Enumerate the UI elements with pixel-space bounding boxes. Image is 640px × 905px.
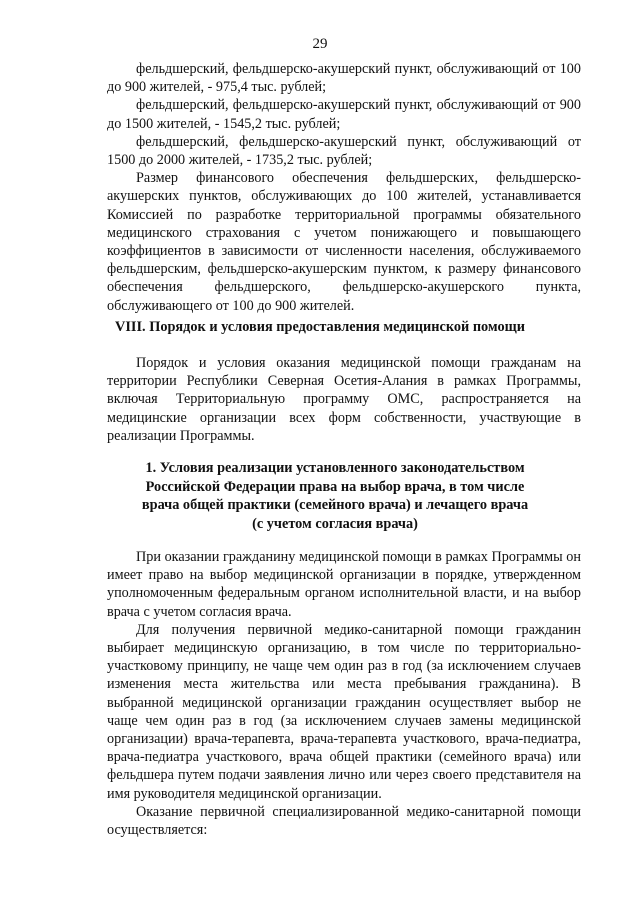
page-number: 29: [312, 36, 328, 52]
paragraph: Оказание первичной специализированной медико-санитарной помощи осуществляется:: [107, 803, 581, 839]
subsection-heading-line: 1. Условия реализации установленного законодательством: [145, 460, 525, 476]
paragraph: фельдшерский, фельдшерско-акушерский пункт, обслуживающий от 900 до 1500 жителей, - 1545,2 тыс. рублей;: [107, 97, 581, 132]
subsection-heading-line: врача общей практики (семейного врача) и лечащего врача: [141, 497, 529, 513]
subsection-heading: [120, 459, 550, 533]
paragraph: Для получения первичной медико-санитарной помощи гражданин выбирает медицинскую организацию, в том числе по территориально-участковому принципу, не чаще чем один раз в год (за исключением случаев изменения места жительства или места пребывания гражданина). В выбранной медицинской организации гражданин осуществляет выбор не чаще чем один раз в год (за исключением случаев замены медицинской организации) врача-терапевта, врача-терапевта участкового, врача-педиатра, врача-педиатра участкового, врача общей практики (семейного врача) или фельдшера путем подачи заявления лично или через своего представителя на имя руководителя медицинской организации.: [107, 621, 581, 802]
paragraph: Размер финансового обеспечения фельдшерских, фельдшерско-акушерских пунктов, обслуживающих до 100 жителей, устанавливается Комиссией по разработке территориальной программы обязательного медицинского страхования с учетом понижающего и повышающего коэффициентов в зависимости от численности населения, обслуживаемого фельдшерским, фельдшерско-акушерским пунктом, к размеру финансового обеспечения фельдшерского, фельдшерско-акушерского пункта, обслуживающего от 100 до 900 жителей.: [107, 170, 581, 314]
section-text-block: [107, 354, 581, 445]
subsection-heading-line: (с учетом согласия врача): [252, 515, 418, 532]
paragraph: фельдшерский, фельдшерско-акушерский пункт, обслуживающий от 100 до 900 жителей, - 975,4 тыс. рублей;: [107, 61, 581, 96]
subsection-heading-line: Российской Федерации права на выбор врача, в том числе: [145, 478, 525, 495]
paragraph: Порядок и условия оказания медицинской помощи гражданам на территории Республики Северная Осетия-Алания в рамках Программы, включая Территориальную программу ОМС, распространяется на медицинские организации всех форм собственности, участвующие в реализации Программы.: [107, 355, 581, 444]
paragraph: фельдшерский, фельдшерско-акушерский пункт, обслуживающий от 1500 до 2000 жителей, - 1735,2 тыс. рублей;: [107, 133, 581, 169]
paragraph: При оказании гражданину медицинской помощи в рамках Программы он имеет право на выбор медицинской организации в порядке, утвержденном уполномоченным федеральным органом исполнительной власти, и на выбор врача с учетом согласия врача.: [107, 549, 581, 620]
subsection-text-block: [107, 548, 581, 839]
intro-text-block: [107, 60, 581, 315]
section-heading: VIII. Порядок и условия предоставления медицинской помощи: [115, 319, 525, 335]
